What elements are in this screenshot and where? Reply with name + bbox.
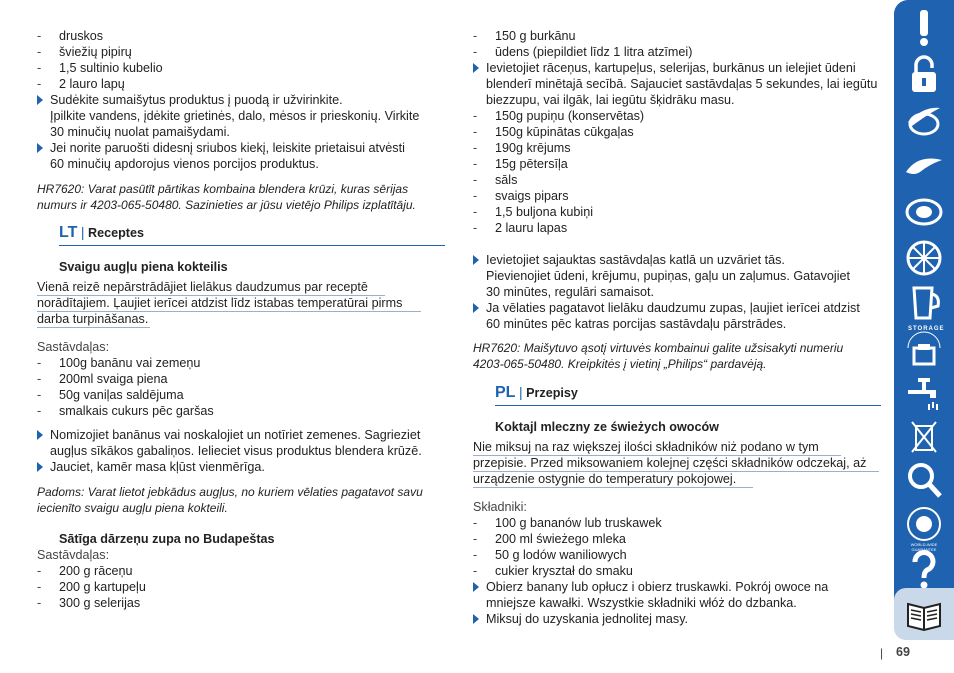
list-item: 50 g lodów waniliowych — [495, 548, 627, 562]
list-item: svaigs pipars — [495, 189, 569, 203]
tab-knife-blade[interactable] — [894, 140, 954, 192]
list-item: 150g kūpinātas cūkgaļas — [495, 125, 634, 139]
step-text: 60 minučių apdorojus vienos porcijos produktus. — [50, 157, 319, 171]
step-text: Įpilkite vandens, įdėkite grietinės, dalo, mėsos ir prieskonių. Virkite — [50, 109, 420, 123]
step-text: augļus sīkākos gabaliņos. Ielieciet visus produktus blendera krūzē. — [50, 444, 422, 458]
step-text: biezzupu, vai ilgāk, lai iegūtu šķidrāku masu. — [486, 93, 735, 107]
list-item: 2 lauru lapas — [495, 221, 568, 235]
list-item: 2 lauro lapų — [59, 77, 125, 91]
blender-jug-icon — [904, 284, 944, 324]
list-item: 100 g bananów lub truskawek — [495, 516, 662, 530]
question-icon — [904, 550, 944, 590]
section-rule — [495, 405, 881, 406]
tab-safety[interactable] — [894, 48, 954, 100]
citrus-press-icon — [904, 238, 944, 278]
bullet-icon — [473, 614, 479, 624]
step-text: Nomizojiet banānus vai noskalojiet un notīriet zemenes. Sagrieziet — [50, 428, 421, 442]
page-number-separator: | — [880, 646, 884, 660]
step-text: mniejsze kawałki. Wszystkie składniki włóż do dzbanka. — [486, 596, 797, 610]
knife-blade-icon — [904, 146, 944, 186]
list-item: ūdens (piepildiet līdz 1 litra atzīmei) — [495, 45, 693, 59]
warning-text: darba turpināšanas. — [37, 312, 149, 326]
book-icon — [904, 594, 944, 634]
warning-text: Vienā reizē nepārstrādājiet lielākus daudzumus par receptē — [37, 280, 368, 294]
bullet-icon — [473, 63, 479, 73]
language-code: PL — [495, 384, 516, 401]
disposal-icon — [904, 416, 944, 456]
step-text: Miksuj do uzyskania jednolitej masy. — [486, 612, 689, 626]
list-item: cukier kryształ do smaku — [495, 564, 633, 578]
language-code: LT — [59, 224, 78, 241]
section-header: PL | Przepisy — [495, 384, 578, 401]
warning-text: norādītajiem. Ļaujiet ierīcei atdzist līdz istabas temperatūrai pirms — [37, 296, 403, 310]
warning-text: przepisie. Przed miksowaniem kolejnej części składników odczekaj, aż — [473, 456, 867, 470]
storage-icon — [904, 328, 944, 368]
tab-blade-disc[interactable] — [894, 94, 954, 146]
list-item: 1,5 sultinio kubelio — [59, 61, 163, 75]
list-item: 150 g burkānu — [495, 29, 576, 43]
step-text: Obierz banany lub opłucz i obierz truskawki. Pokrój owoce na — [486, 580, 829, 594]
step-text: 30 minūtes, regulāri samaisot. — [486, 285, 654, 299]
ingredients-label: Sastāvdaļas: — [37, 548, 110, 562]
exclamation-icon — [904, 8, 944, 48]
step-text: blenderī minētajā secībā. Sajauciet sastāvdaļas 5 sekundes, lai iegūtu — [486, 77, 878, 91]
section-header: LT | Receptes — [59, 224, 145, 241]
step-text: Sudėkite sumaišytus produktus į puodą ir užvirinkite. — [50, 93, 343, 107]
list-item: 50g vaniļas saldējuma — [59, 388, 184, 402]
list-item: 190g krējums — [495, 141, 571, 155]
list-item: sāls — [495, 173, 518, 187]
list-item: smalkais cukurs pēc garšas — [59, 404, 214, 418]
bullet-icon — [473, 582, 479, 592]
step-text: Ievietojiet rāceņus, kartupeļus, selerijas, burkānus un ielejiet ūdeni — [486, 61, 856, 75]
tap-icon — [904, 372, 944, 412]
warning-text: urządzenie ostygnie do temperatury pokojowej. — [473, 472, 737, 486]
page-number: 69 — [896, 645, 911, 659]
bullet-icon — [473, 255, 479, 265]
section-rule — [59, 245, 445, 246]
storage-label: STORAGE — [908, 326, 945, 332]
bullet-icon — [473, 303, 479, 313]
recipe-title: Svaigu augļu piena kokteilis — [59, 260, 228, 274]
list-item: 200 ml świeżego mleka — [495, 532, 626, 546]
list-item: 200 g kartupeļu — [59, 580, 146, 594]
list-item: 150g pupiņu (konservētas) — [495, 109, 645, 123]
list-item: šviežių pipirų — [59, 45, 132, 59]
section-title: Receptes — [88, 226, 145, 240]
bullet-icon — [37, 462, 43, 472]
note-text: 4203-065-50480. Kreipkitės į vietinį „Philips“ pardavėją. — [473, 357, 767, 371]
bullet-icon — [37, 143, 43, 153]
note-text: numurs ir 4203-065-50480. Sazinieties ar jūsu vietējo Philips izplatītāju. — [37, 198, 416, 212]
step-text: Ievietojiet sajauktas sastāvdaļas katlā un uzvāriet tās. — [486, 253, 785, 267]
guarantee-label: WORLD-WIDE GUARANTEE — [910, 542, 938, 552]
list-item: 200ml svaiga piena — [59, 372, 168, 386]
blade-disc-icon — [904, 100, 944, 140]
tip-text: iecienīto svaigu augļu piena kokteili. — [37, 501, 228, 515]
ingredients-label: Składniki: — [473, 500, 527, 514]
magnifier-icon — [904, 460, 944, 500]
note-text: HR7620: Maišytuvo ąsotį virtuvės kombainui galite užsisakyti numeriu — [473, 341, 844, 355]
tab-exclamation[interactable] — [894, 2, 954, 54]
bullet-icon — [37, 95, 43, 105]
list-item: 1,5 buljona kubiņi — [495, 205, 594, 219]
warning-text: Nie miksuj na raz większej ilości składników niż podano w tym — [473, 440, 819, 454]
recipe-title: Sātīga dārzeņu zupa no Budapeštas — [59, 532, 275, 546]
tab-book[interactable] — [894, 588, 954, 640]
list-item: 300 g selerijas — [59, 596, 141, 610]
bullet-icon — [37, 430, 43, 440]
step-text: 60 minūtes pēc katras porcijas sastāvdaļu pārstrādes. — [486, 317, 787, 331]
ingredients-label: Sastāvdaļas: — [37, 340, 110, 354]
tab-guarantee[interactable] — [894, 498, 954, 550]
list-item: 15g pētersīļa — [495, 157, 568, 171]
step-text: 30 minučių nuolat pamaišydami. — [50, 125, 230, 139]
list-item: druskos — [59, 29, 104, 43]
step-text: Pievienojiet ūdeni, krējumu, pupiņas, gaļu un zaļumus. Gatavojiet — [486, 269, 851, 283]
step-text: Ja vēlaties pagatavot lielāku daudzumu zupas, ļaujiet ierīcei atdzist — [486, 301, 860, 315]
guarantee-icon — [904, 504, 944, 544]
list-item: 200 g rāceņu — [59, 564, 133, 578]
note-text: HR7620: Varat pasūtīt pārtikas kombaina blendera krūzi, kuras sērijas — [37, 182, 409, 196]
step-text: Jauciet, kamēr masa kļūst vienmērīga. — [50, 460, 265, 474]
tip-text: Padoms: Varat lietot jebkādus augļus, no kuriem vēlaties pagatavot savu — [37, 485, 423, 499]
recipe-title: Koktajl mleczny ze świeżych owoców — [495, 420, 719, 434]
section-title: Przepisy — [526, 386, 578, 400]
tab-mixer-disc[interactable] — [894, 186, 954, 238]
list-item: 100g banānu vai zemeņu — [59, 356, 201, 370]
step-text: Jei norite paruošti didesnį sriubos kiekį, leiskite prietaisui atvėsti — [50, 141, 405, 155]
tab-citrus-press[interactable] — [894, 232, 954, 284]
mixer-disc-icon — [904, 192, 944, 232]
padlock-icon — [904, 54, 944, 94]
